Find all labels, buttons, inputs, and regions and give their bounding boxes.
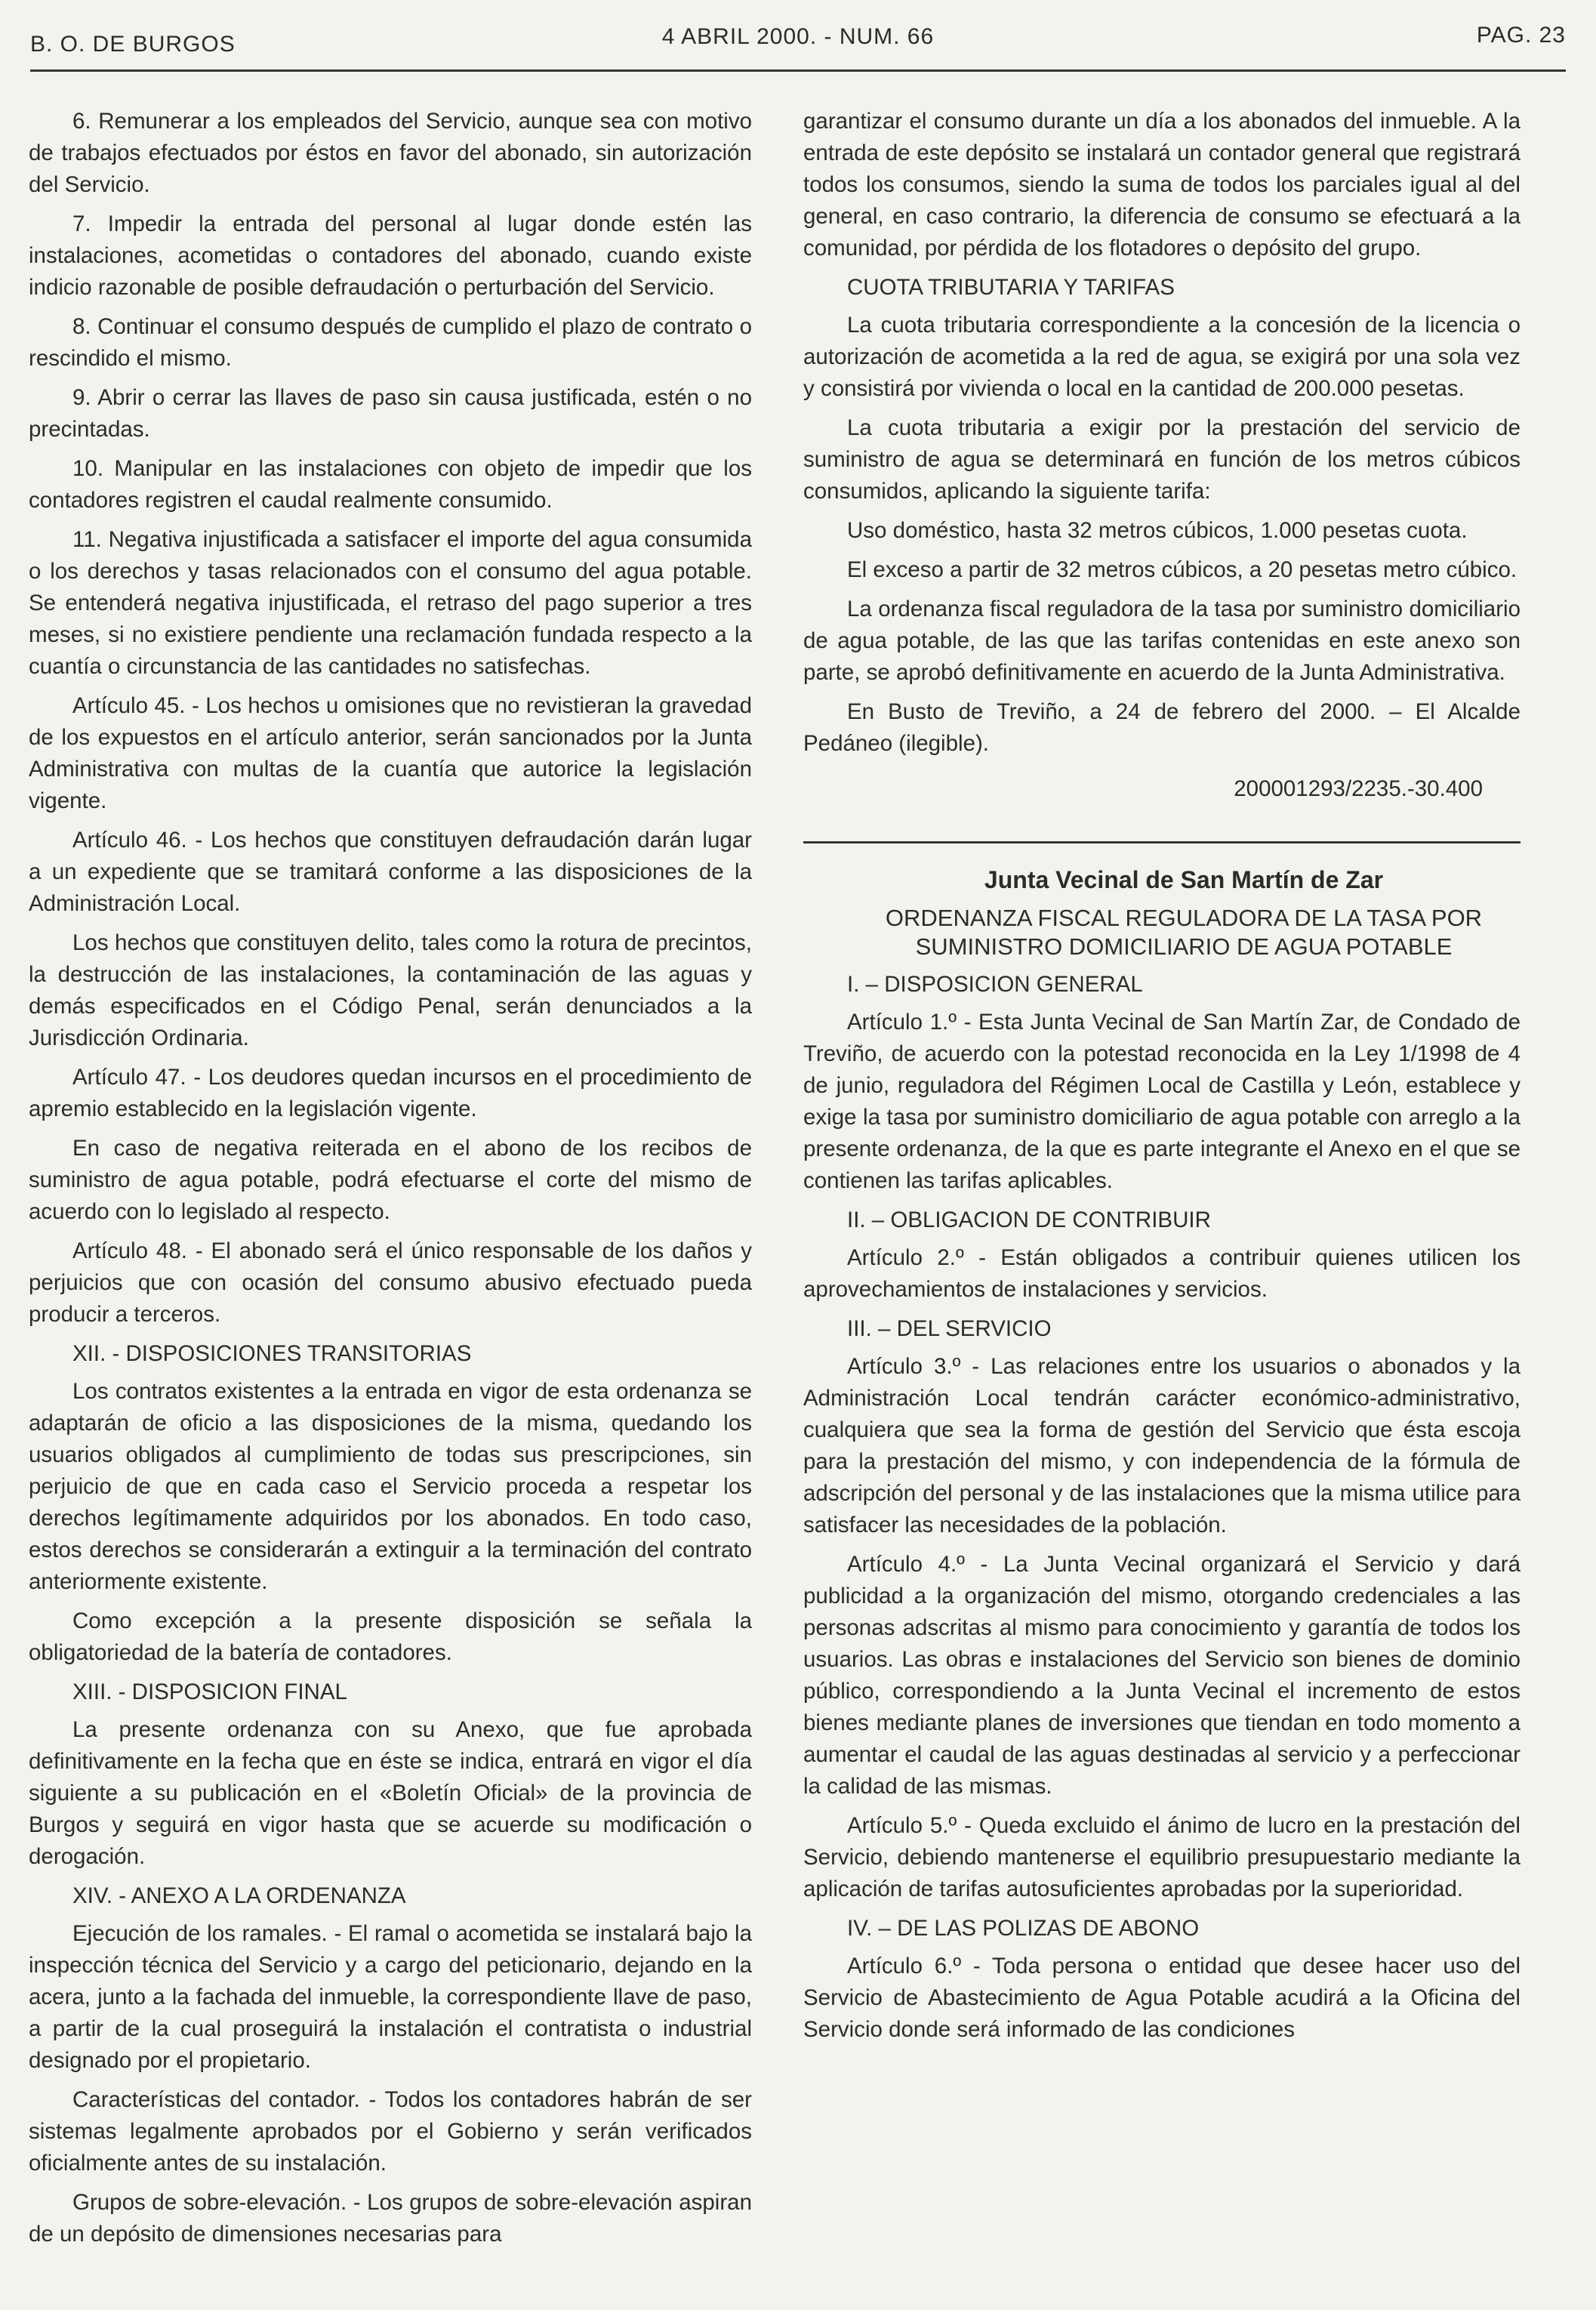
page-header — [30, 23, 1566, 60]
paragraph: 6. Remunerar a los empleados del Servicio, aunque sea con motivo de trabajos efectuados por éstos en favor del abonado, sin autorización del Servicio. — [29, 109, 752, 197]
paragraph: En caso de negativa reiterada en el abono de los recibos de suministro de agua potable, podrá efectuarse el corte del mismo de acuerdo con lo legislado al respecto. — [29, 1136, 752, 1224]
paragraph: Artículo 6.º - Toda persona o entidad que desee hacer uso del Servicio de Abastecimiento de Agua Potable acudirá a la Oficina del Servicio donde será informado de las condiciones — [803, 1954, 1521, 2042]
section-heading: II. – OBLIGACION DE CONTRIBUIR — [847, 1207, 1211, 1232]
paragraph: Los hechos que constituyen delito, tales como la rotura de precintos, la destrucción de las instalaciones, la contaminación de las aguas y demás especificados en el Código Penal, serán denunciados a la Jurisdicción Ordinaria. — [29, 930, 752, 1050]
paragraph: Características del contador. - Todos los contadores habrán de ser sistemas legalmente aprobados por el Gobierno y serán verificados oficialmente antes de su instalación. — [29, 2087, 752, 2176]
section-heading: CUOTA TRIBUTARIA Y TARIFAS — [847, 275, 1175, 300]
publication-name: B. O. DE BURGOS — [30, 32, 236, 57]
paragraph: La presente ordenanza con su Anexo, que fue aprobada definitivamente en la fecha que en éste se indica, entrará en vigor el día siguiente a su publicación en el «Boletín Oficial» de la provincia de Burgos y seguirá en vigor hasta que se acuerde su modificación o derogación. — [29, 1717, 752, 1869]
paragraph: Los contratos existentes a la entrada en vigor de esta ordenanza se adaptarán de oficio a las disposiciones de la misma, quedando los usuarios obligados al cumplimiento de todas sus prescripciones, sin perjuicio de que en cada caso el Servicio proceda a respetar los derechos legítimamente adquiridos por los abonados. En todo caso, estos derechos se considerarán a extinguir a la terminación del contrato anteriormente existente. — [29, 1379, 752, 1594]
ordinance-title-line: SUMINISTRO DOMICILIARIO DE AGUA POTABLE — [915, 933, 1453, 960]
paragraph: 10. Manipular en las instalaciones con objeto de impedir que los contadores registren el caudal realmente consumido. — [29, 456, 752, 513]
paragraph: Artículo 48. - El abonado será el único responsable de los daños y perjuicios que con ocasión del consumo abusivo efectuado pueda producir a terceros. — [29, 1238, 752, 1327]
paragraph: Uso doméstico, hasta 32 metros cúbicos, 1.000 pesetas cuota. — [847, 518, 1468, 543]
paragraph: Artículo 1.º - Esta Junta Vecinal de San Martín Zar, de Condado de Treviño, de acuerdo con la potestad reconocida en la Ley 1/1998 de 4 de junio, reguladora del Régimen Local de Castilla y León, establece y exige la tasa por suministro domiciliario de agua potable con arreglo a la presente ordenanza, de la que es parte integrante el Anexo en el que se contienen las tarifas aplicables. — [803, 1010, 1521, 1193]
paragraph: Artículo 45. - Los hechos u omisiones que no revistieran la gravedad de los expuestos en el artículo anterior, serán sancionados por la Junta Administrativa con multas de la cuantía que autorice la legislación vigente. — [29, 693, 752, 813]
paragraph: garantizar el consumo durante un día a los abonados del inmueble. A la entrada de este depósito se instalará un contador general que registrará todos los consumos, siendo la suma de todos los parciales igual al del general, en caso contrario, la diferencia de consumo se efectuará a la comunidad, por pérdida de los flotadores o depósito del grupo. — [803, 109, 1521, 261]
paragraph: Como excepción a la presente disposición se señala la obligatoriedad de la batería de contadores. — [29, 1608, 752, 1665]
paragraph: 9. Abrir o cerrar las llaves de paso sin causa justificada, estén o no precintadas. — [29, 385, 752, 442]
paragraph: La ordenanza fiscal reguladora de la tasa por suministro domiciliario de agua potable, de las que las tarifas contenidas en este anexo son parte, se aprobó definitivamente en acuerdo de la Junta Administrativa. — [803, 597, 1521, 685]
paragraph: La cuota tributaria correspondiente a la concesión de la licencia o autorización de acometida a la red de agua, se exigirá por una sola vez y consistirá por vivienda o local en la cantidad de 200.000 pesetas. — [803, 313, 1521, 401]
section-heading: XIII. - DISPOSICION FINAL — [72, 1679, 347, 1704]
left-column — [29, 106, 752, 2258]
section-title: Junta Vecinal de San Martín de Zar — [984, 866, 1384, 893]
page-number: PAG. 23 — [1476, 23, 1566, 48]
paragraph: Artículo 47. - Los deudores quedan incursos en el procedimiento de apremio establecido en la legislación vigente. — [29, 1065, 752, 1121]
paragraph: Artículo 2.º - Están obligados a contribuir quienes utilicen los aprovechamientos de instalaciones y servicios. — [803, 1245, 1521, 1302]
paragraph: 8. Continuar el consumo después de cumplido el plazo de contrato o rescindido el mismo. — [29, 314, 752, 371]
header-rule — [30, 69, 1566, 72]
issue-date: 4 ABRIL 2000. - NUM. 66 — [661, 24, 935, 49]
ordinance-title-line: ORDENANZA FISCAL REGULADORA DE LA TASA POR — [885, 905, 1483, 931]
section-heading: XIV. - ANEXO A LA ORDENANZA — [72, 1883, 406, 1908]
paragraph: Grupos de sobre-elevación. - Los grupos de sobre-elevación aspiran de un depósito de dimensiones necesarias para — [29, 2190, 752, 2247]
section-heading: XII. - DISPOSICIONES TRANSITORIAS — [72, 1341, 472, 1366]
section-heading: III. – DEL SERVICIO — [847, 1316, 1052, 1341]
paragraph: Artículo 46. - Los hechos que constituyen defraudación darán lugar a un expediente que se tramitará conforme a las disposiciones de la Administración Local. — [29, 828, 752, 916]
paragraph: Artículo 5.º - Queda excluido el ánimo de lucro en la prestación del Servicio, debiendo mantenerse el equilibrio presupuestario mediante la aplicación de tarifas autosuficientes aprobadas por la superioridad. — [803, 1813, 1521, 1901]
paragraph: En Busto de Treviño, a 24 de febrero del 2000. – El Alcalde Pedáneo (ilegible). — [803, 699, 1521, 756]
paragraph: 7. Impedir la entrada del personal al lugar donde estén las instalaciones, acometidas o contadores del abonado, cuando existe indicio razonable de posible defraudación o perturbación del Servicio. — [29, 211, 752, 300]
right-column — [803, 106, 1521, 2053]
reference-code: 200001293/2235.-30.400 — [1234, 776, 1483, 801]
paragraph: Artículo 4.º - La Junta Vecinal organizará el Servicio y dará publicidad a la organización del mismo, otorgando credenciales a las personas adscritas al mismo para conocimiento y garantía de todos los usuarios. Las obras e instalaciones del Servicio son bienes de dominio público, correspondiendo a la Junta Vecinal el incremento de estos bienes mediante planes de inversiones que tiendan en todo momento a aumentar el caudal de las aguas destinadas al servicio y a perfeccionar la calidad de las mismas. — [803, 1552, 1521, 1799]
paragraph: El exceso a partir de 32 metros cúbicos, a 20 pesetas metro cúbico. — [847, 557, 1517, 582]
paragraph: La cuota tributaria a exigir por la prestación del servicio de suministro de agua se determinará en función de los metros cúbicos consumidos, aplicando la siguiente tarifa: — [803, 415, 1521, 504]
paragraph: Ejecución de los ramales. - El ramal o acometida se instalará bajo la inspección técnica del Servicio y a cargo del peticionario, dejando en la acera, junto a la fachada del inmueble, la correspondiente llave de paso, a partir de la cual proseguirá la instalación el contratista o industrial designado por el propietario. — [29, 1921, 752, 2073]
ordinance-title — [803, 904, 1521, 961]
paragraph: Artículo 3.º - Las relaciones entre los usuarios o abonados y la Administración Local tendrán carácter económico-administrativo, cualquiera que sea la forma de gestión del Servicio que ésta escoja para la prestación del mismo, y con independencia de la fórmula de adscripción del personal y de las instalaciones que la misma utilice para satisfacer las necesidades de la población. — [803, 1354, 1521, 1537]
section-heading: IV. – DE LAS POLIZAS DE ABONO — [847, 1916, 1200, 1941]
section-heading: I. – DISPOSICION GENERAL — [847, 972, 1143, 997]
paragraph: 11. Negativa injustificada a satisfacer el importe del agua consumida o los derechos y tasas relacionados con el consumo del agua potable. Se entenderá negativa injustificada, el retraso del pago superior a tres meses, si no existiere pendiente una reclamación fundada respecto a la cuantía o circunstancia de las cantidades no satisfechas. — [29, 527, 752, 679]
section-divider — [803, 841, 1521, 844]
